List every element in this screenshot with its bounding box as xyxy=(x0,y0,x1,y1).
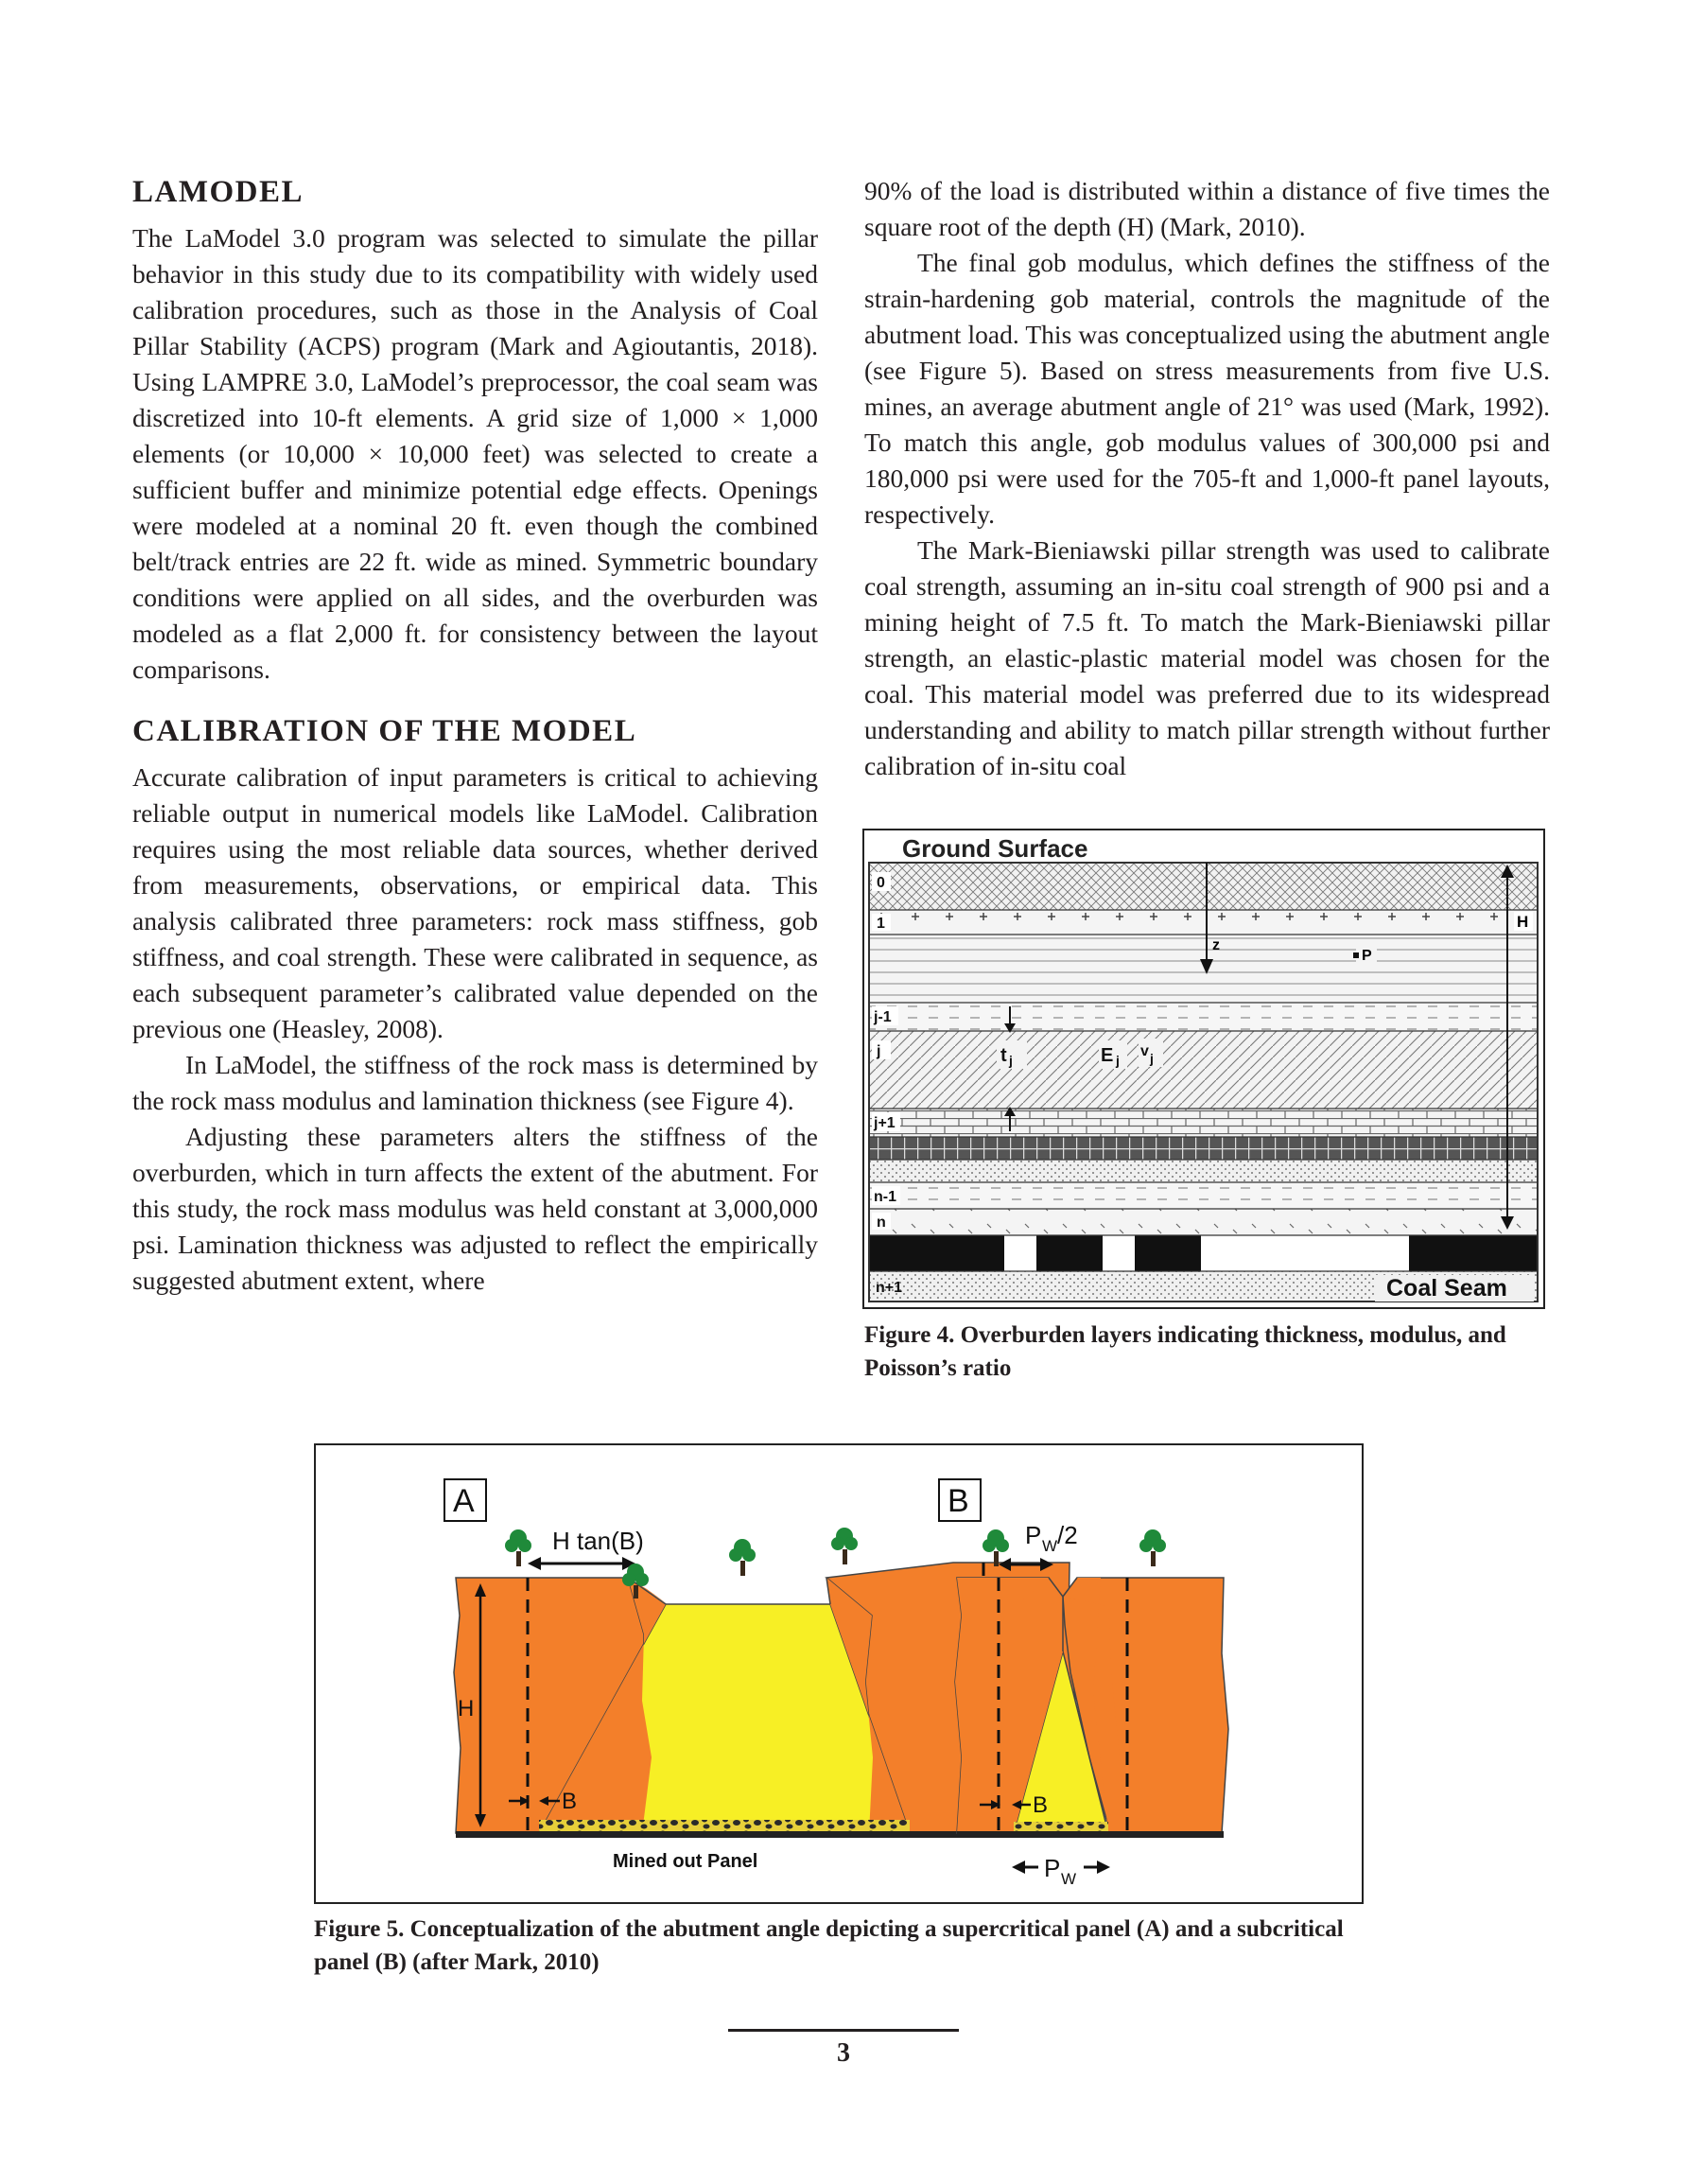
point-marker xyxy=(1353,952,1359,958)
coal-pillar xyxy=(869,1235,1004,1271)
tree-icon xyxy=(831,1528,858,1564)
tree-icon xyxy=(505,1529,531,1566)
layer-label: j xyxy=(877,1043,881,1059)
rubble xyxy=(539,1820,910,1833)
layer-j xyxy=(869,1031,1538,1109)
layer-j-1 xyxy=(869,1003,1538,1031)
coal-seam-label: Coal Seam xyxy=(1386,1275,1507,1302)
pw-w: W xyxy=(1061,1870,1077,1888)
layer-1 xyxy=(869,910,1538,935)
layer-grid xyxy=(869,1137,1538,1160)
layer-label: 0 xyxy=(877,875,885,891)
paragraph: The final gob modulus, which defines the stiffness of the strain-hardening gob material, controls the magnitude of the abutment load. This was conceptualized using the abutment angle (see Figure 5). Based on stress measurements from five U.S. mines, an average abutment angle of 21° was used (Mark, 1992). To match this angle, gob modulus values of 300,000 psi and 180,000 psi were used for the 705-ft and 1,000-ft panel layouts, respectively. xyxy=(864,248,1550,529)
page-number: 3 xyxy=(837,2038,850,2068)
layer-label: n-1 xyxy=(874,1189,896,1205)
p-symbol: P xyxy=(1362,948,1372,964)
layer-dots xyxy=(869,1160,1538,1182)
figure-4 xyxy=(862,829,1545,1309)
layer-label: j-1 xyxy=(874,1009,892,1025)
layer-n xyxy=(869,1209,1538,1235)
coal-seam-floor-b xyxy=(957,1831,1224,1838)
paragraph: Adjusting these parameters alters the stiffness of the overburden, which in turn affects the extent of the abutment. For this study, the rock mass modulus was held constant at 3,000,000 psi. Lamination thickness was adjusted to reflect the empirically suggested abutment extent, where xyxy=(132,1122,818,1295)
coal-pillar xyxy=(1409,1235,1538,1271)
coal-pillar xyxy=(1135,1235,1201,1271)
figure-5 xyxy=(314,1443,1364,1904)
paragraph: The Mark-Bieniawski pillar strength was used to calibrate coal strength, assuming an in-situ coal strength of 900 psi and a mining height of 7.5 ft. To match the Mark-Bieniawski pillar strength, an elastic-plastic material model was chosen for the coal. This material model was preferred due to its widespread understanding and ability to match pillar strength without further calibration of in-situ coal xyxy=(864,535,1550,780)
z-symbol: z xyxy=(1212,937,1220,953)
tree-icon xyxy=(983,1529,1009,1566)
panel-b-b: B xyxy=(1033,1792,1049,1818)
t-symbol: t xyxy=(1000,1045,1007,1066)
layer-label: 1 xyxy=(877,916,885,932)
tree-icon xyxy=(1139,1529,1166,1566)
e-subscript: j xyxy=(1116,1053,1120,1068)
pw-half-rest: /2 xyxy=(1057,1521,1078,1549)
heading-lamodel: LAMODEL xyxy=(132,175,304,209)
panel-a-label: A xyxy=(453,1483,475,1519)
layer-label: n+1 xyxy=(876,1280,903,1296)
paragraph: In LaModel, the stiffness of the rock mass is determined by the rock mass modulus and lamination thickness (see Figure 4). xyxy=(132,1050,818,1115)
right-column xyxy=(864,173,1550,784)
panel-a-b: B xyxy=(562,1789,578,1814)
tree-icon xyxy=(729,1539,756,1576)
paragraph: 90% of the load is distributed within a distance of five times the square root of the depth (H) (Mark, 2010). xyxy=(864,176,1550,241)
paragraph: The LaModel 3.0 program was selected to simulate the pillar behavior in this study due to its compatibility with widely used calibration procedures, such as those in the Analysis of Coal Pillar Stability (ACPS) program (Mark and Agioutantis, 2018). Using LAMPRE 3.0, LaModel’s preprocessor, the coal seam was discretized into 10-ft elements. A grid size of 1,000 × 1,000 elements (or 10,000 × 10,000 feet) was selected to create a sufficient buffer and minimize potential edge effects. Openings were modeled at a nominal 20 ft. even though the combined belt/track entries are 22 ft. wide as mined. Symmetric boundary conditions were applied on all sides, and the overburden was modeled as a flat 2,000 ft. for consistency between the layout comparisons. xyxy=(132,223,818,684)
coal-pillar xyxy=(1036,1235,1103,1271)
figure-4-caption: Figure 4. Overburden layers indicating thickness, modulus, and Poisson’s ratio xyxy=(864,1322,1506,1381)
mined-out-panel-label: Mined out Panel xyxy=(613,1851,758,1872)
figure-4-diagram xyxy=(864,830,1542,1306)
layer-label: n xyxy=(877,1214,886,1231)
t-subscript: j xyxy=(1009,1053,1013,1068)
layer-lines xyxy=(869,935,1538,1003)
panel-a-htan: H tan(B) xyxy=(552,1527,644,1555)
figure-5-diagram xyxy=(316,1445,1361,1901)
paragraph: Accurate calibration of input parameters is critical to achieving reliable output in numerical models like LaModel. Calibration requires using the most reliable data sources, whether derived from measurements, observations, or empirical data. This analysis calibrated three parameters: rock mass stiffness, gob stiffness, and coal strength. These were calibrated in sequence, as each subsequent parameter’s calibrated value depended on the previous one (Heasley, 2008). xyxy=(132,762,818,1043)
v-symbol: v xyxy=(1140,1043,1149,1059)
left-column xyxy=(132,173,818,1299)
ground-surface-label: Ground Surface xyxy=(902,834,1088,863)
page-number-rule xyxy=(728,2029,959,2032)
layer-n-1 xyxy=(869,1182,1538,1209)
pw-half-p: P xyxy=(1025,1521,1042,1549)
panel-a-h: H xyxy=(458,1696,475,1721)
pw-half-w: W xyxy=(1042,1537,1058,1555)
layer-j+1 xyxy=(869,1109,1538,1137)
layer-label: j+1 xyxy=(874,1115,896,1131)
heading-calibration: CALIBRATION OF THE MODEL xyxy=(132,714,637,748)
v-subscript: j xyxy=(1150,1051,1154,1066)
figure-5-caption: Figure 5. Conceptualization of the abutment angle depicting a supercritical panel (A) and a subcritical panel (B) (after Mark, 2010) xyxy=(314,1916,1344,1975)
h-symbol: H xyxy=(1517,913,1529,931)
e-symbol: E xyxy=(1101,1045,1114,1066)
layer-0 xyxy=(869,863,1538,910)
panel-b-label: B xyxy=(948,1483,969,1519)
pw-p: P xyxy=(1044,1854,1061,1882)
